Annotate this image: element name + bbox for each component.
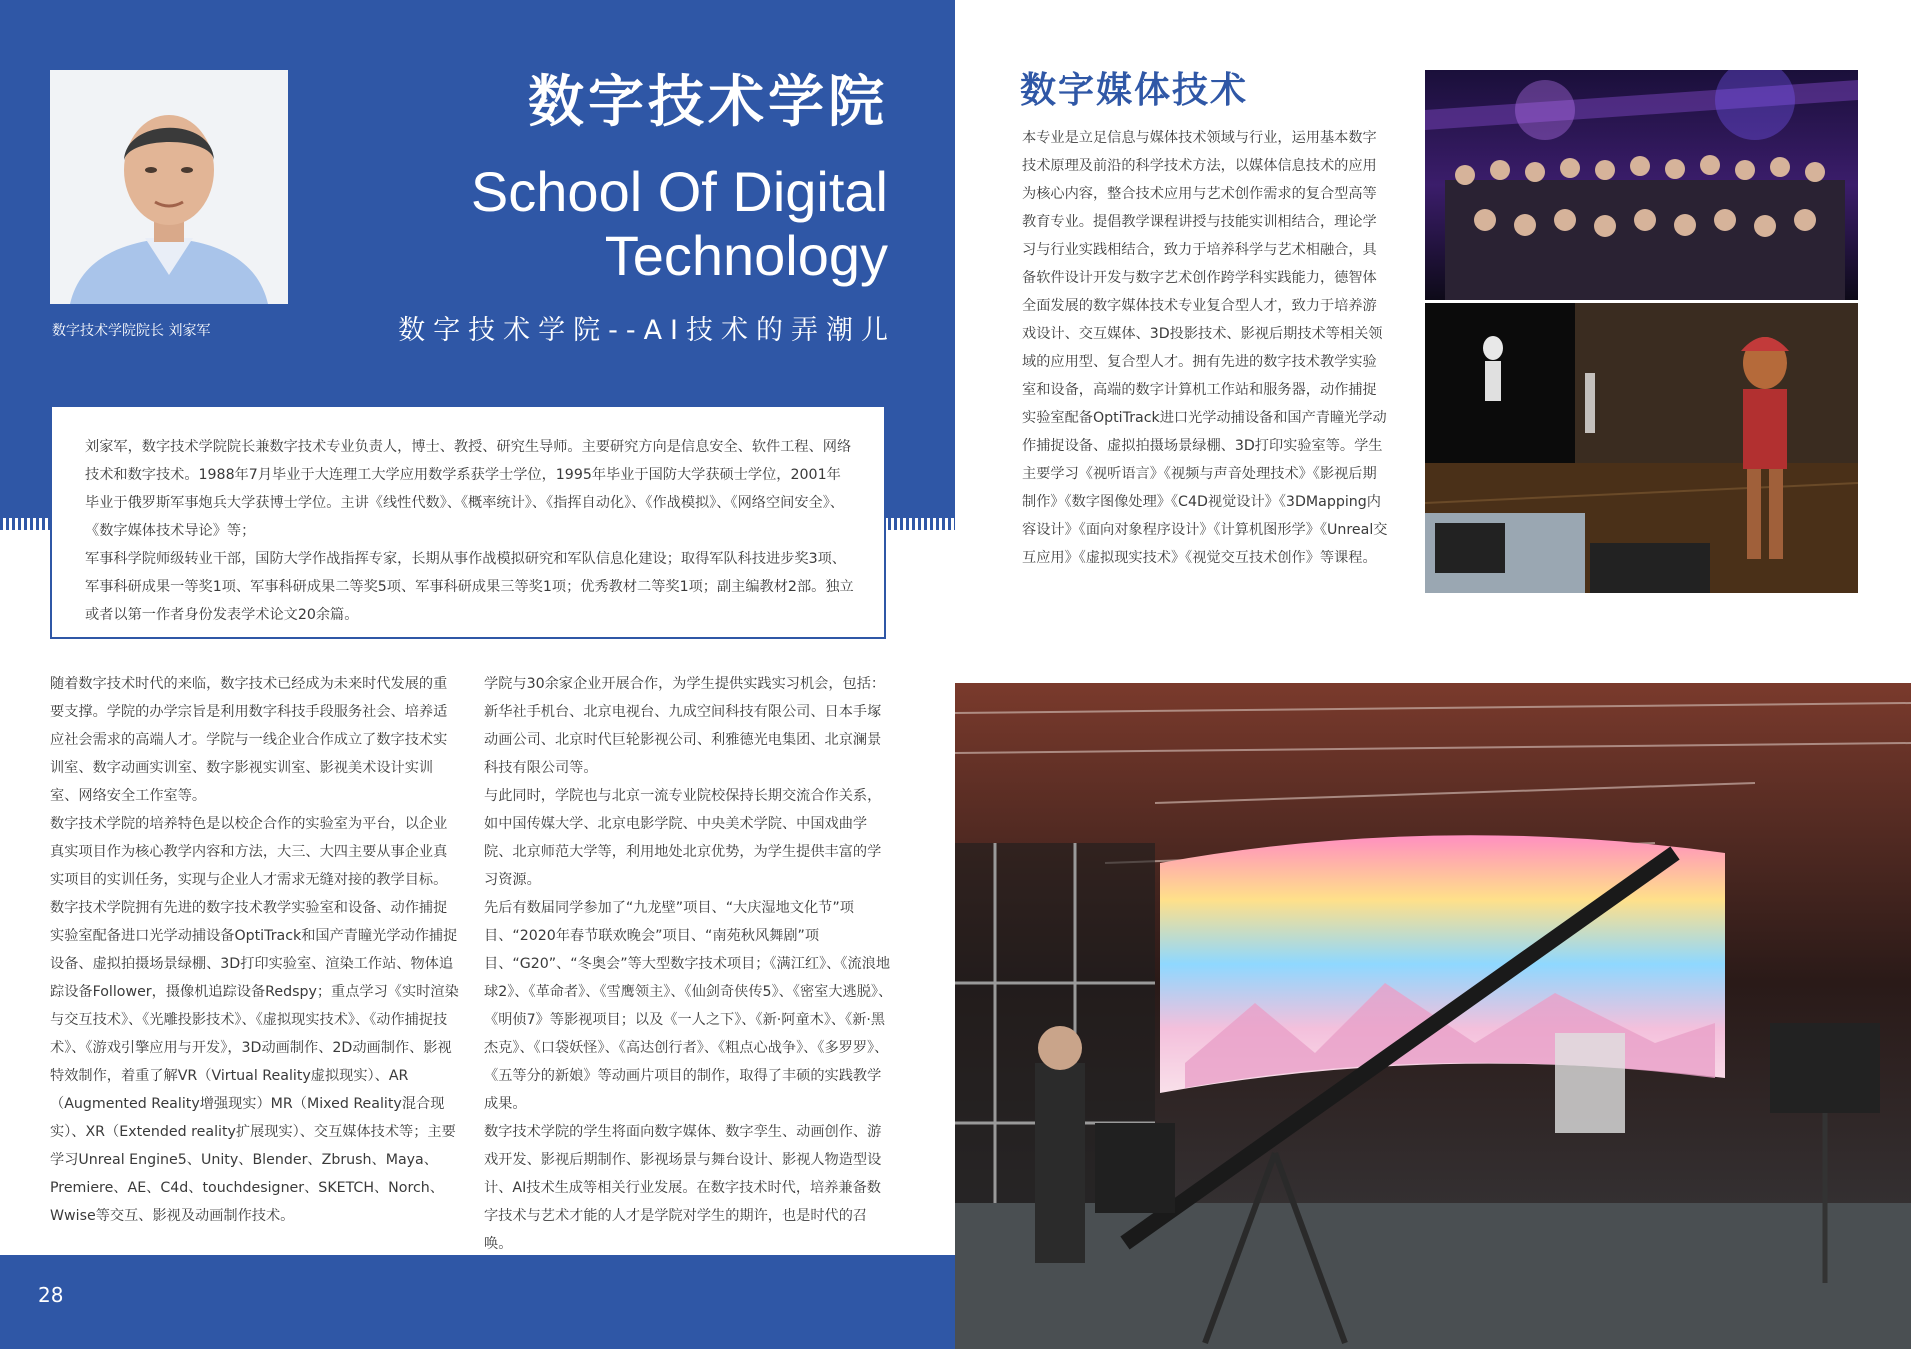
group-photo-stage xyxy=(1425,70,1858,300)
school-title-cn: 数字技术学院 xyxy=(528,70,888,135)
body-paragraph: 先后有数届同学参加了“九龙壁”项目、“大庆湿地文化节”项目、“2020年春节联欢晚会”项目、“南苑秋风舞剧”项目、“G20”、“冬奥会”等大型数字技术项目；《满江红》、《流浪地球2》、《革命者》、《雪鹰领主》、《仙剑奇侠传5》、《密室大逃脱》、《明侦7》等影视项目；以及《一人之下》、《新·阿童木》、《新·黑杰克》、《口袋妖怪》、《高达创行者》、《粗点心战争》、《多罗罗》、《五等分的新娘》等动画片项目的制作，取得了丰硕的实践教学成果。 xyxy=(484,900,893,1112)
section-title-digital-media: 数字媒体技术 xyxy=(1020,70,1249,111)
portrait-caption: 数字技术学院院长 刘家军 xyxy=(52,323,211,339)
dean-bio-box xyxy=(50,405,886,639)
virtual-studio-photo xyxy=(955,683,1911,1349)
body-paragraph: 随着数字技术时代的来临，数字技术已经成为未来时代发展的重要支撑。学院的办学宗旨是利用数字科技手段服务社会、培养适应社会需求的高端人才。学院与一线企业合作成立了数字技术实训室、数字动画实训室、数字影视实训室、影视美术设计实训室、网络安全工作室等。 xyxy=(50,676,448,804)
digital-media-description: 本专业是立足信息与媒体技术领域与行业，运用基本数字技术原理及前沿的科学技术方法，以媒体信息技术的应用为核心内容，整合技术应用与艺术创作需求的复合型高等教育专业。提倡教学课程讲授与技能实训相结合，理论学习与行业实践相结合，致力于培养科学与艺术相融合，具备软件设计开发与数字艺术创作跨学科实践能力，德智体全面发展的数字媒体技术专业复合型人才，致力于培养游戏设计、交互媒体、3D投影技术、影视后期技术等相关领域的应用型、复合型人才。拥有先进的数字技术教学实验室和设备，高端的数字计算机工作站和服务器，动作捕捉实验室配备OptiTrack进口光学动捕设备和国产青瞳光学动作捕捉设备、虚拟拍摄场景绿棚、3D打印实验室等。学生主要学习《视听语言》《视频与声音处理技术》《影视后期制作》《数字图像处理》《C4D视觉设计》《3DMapping内容设计》《面向对象程序设计》《计算机图形学》《Unreal交互应用》《虚拟现实技术》《视觉交互技术创作》等课程。 xyxy=(1022,130,1388,566)
dean-portrait xyxy=(50,70,288,304)
school-tagline: 数字技术学院--AI技术的弄潮儿 xyxy=(398,315,896,346)
body-paragraph: 数字技术学院的培养特色是以校企合作的实验室为平台，以企业真实项目作为核心教学内容和方法，大三、大四主要从事企业真实项目的实训任务，实现与企业人才需求无缝对接的教学目标。 xyxy=(50,816,448,888)
motion-capture-game-scene xyxy=(1425,303,1858,593)
school-title-en: School Of Digital Technology xyxy=(470,160,888,287)
body-paragraph: 与此同时，学院也与北京一流专业院校保持长期交流合作关系，如中国传媒大学、北京电影学院、中央美术学院、中国戏曲学院、北京师范大学等，利用地处北京优势，为学生提供丰富的学习资源。 xyxy=(484,788,882,888)
body-column-middle xyxy=(484,670,894,1258)
page-number: 28 xyxy=(38,1283,64,1307)
body-paragraph: 数字技术学院拥有先进的数字技术教学实验室和设备、动作捕捉实验室配备进口光学动捕设备OptiTrack和国产青瞳光学动作捕捉设备、虚拟拍摄场景绿棚、3D打印实验室、渲染工作站、物体追踪设备Follower，摄像机追踪设备Redspy；重点学习《实时渲染与交互技术》、《光雕投影技术》、《虚拟现实技术》、《动作捕捉技术》、《游戏引擎应用与开发》，3D动画制作、2D动画制作、影视特效制作，着重了解VR（Virtual Reality虚拟现实）、AR（Augmented Reality增强现实）MR（Mixed Reality混合现实）、XR（Extended reality扩展现实）、交互媒体技术等；主要学习Unreal Engine5、Unity、Blender、Zbrush、Maya、Premiere、AE、C4d、touchdesigner、SKETCH、Norch、Wwise等交互、影视及动画制作技术。 xyxy=(50,900,459,1224)
body-paragraph: 学院与30余家企业开展合作，为学生提供实践实习机会，包括：新华社手机台、北京电视台、九成空间科技有限公司、日本手塚动画公司、北京时代巨轮影视公司、利雅德光电集团、北京澜景科技有限公司等。 xyxy=(484,676,886,776)
bio-paragraph: 刘家军，数字技术学院院长兼数字技术专业负责人，博士、教授、研究生导师。主要研究方向是信息安全、软件工程、网络技术和数字技术。1988年7月毕业于大连理工大学应用数学系获学士学位，1995年毕业于国防大学获硕士学位，2001年毕业于俄罗斯军事炮兵大学获博士学位。主讲《线性代数》、《概率统计》、《指挥自动化》、《作战模拟》、《网络空间安全》、《数字媒体技术导论》等； xyxy=(85,439,852,539)
bio-paragraph: 军事科学院师级转业干部，国防大学作战指挥专家，长期从事作战模拟研究和军队信息化建设；取得军队科技进步奖3项、军事科研成果一等奖1项、军事科研成果二等奖5项、军事科研成果三等奖1项；优秀教材二等奖1项；副主编教材2部。独立或者以第一作者身份发表学术论文20余篇。 xyxy=(85,551,854,623)
body-paragraph: 数字技术学院的学生将面向数字媒体、数字孪生、动画创作、游戏开发、影视后期制作、影视场景与舞台设计、影视人物造型设计、AI技术生成等相关行业发展。在数字技术时代，培养兼备数字技术与艺术才能的人才是学院对学生的期许，也是时代的召唤。 xyxy=(484,1124,882,1252)
body-column-left xyxy=(50,670,460,1230)
footer-band xyxy=(0,1255,955,1349)
